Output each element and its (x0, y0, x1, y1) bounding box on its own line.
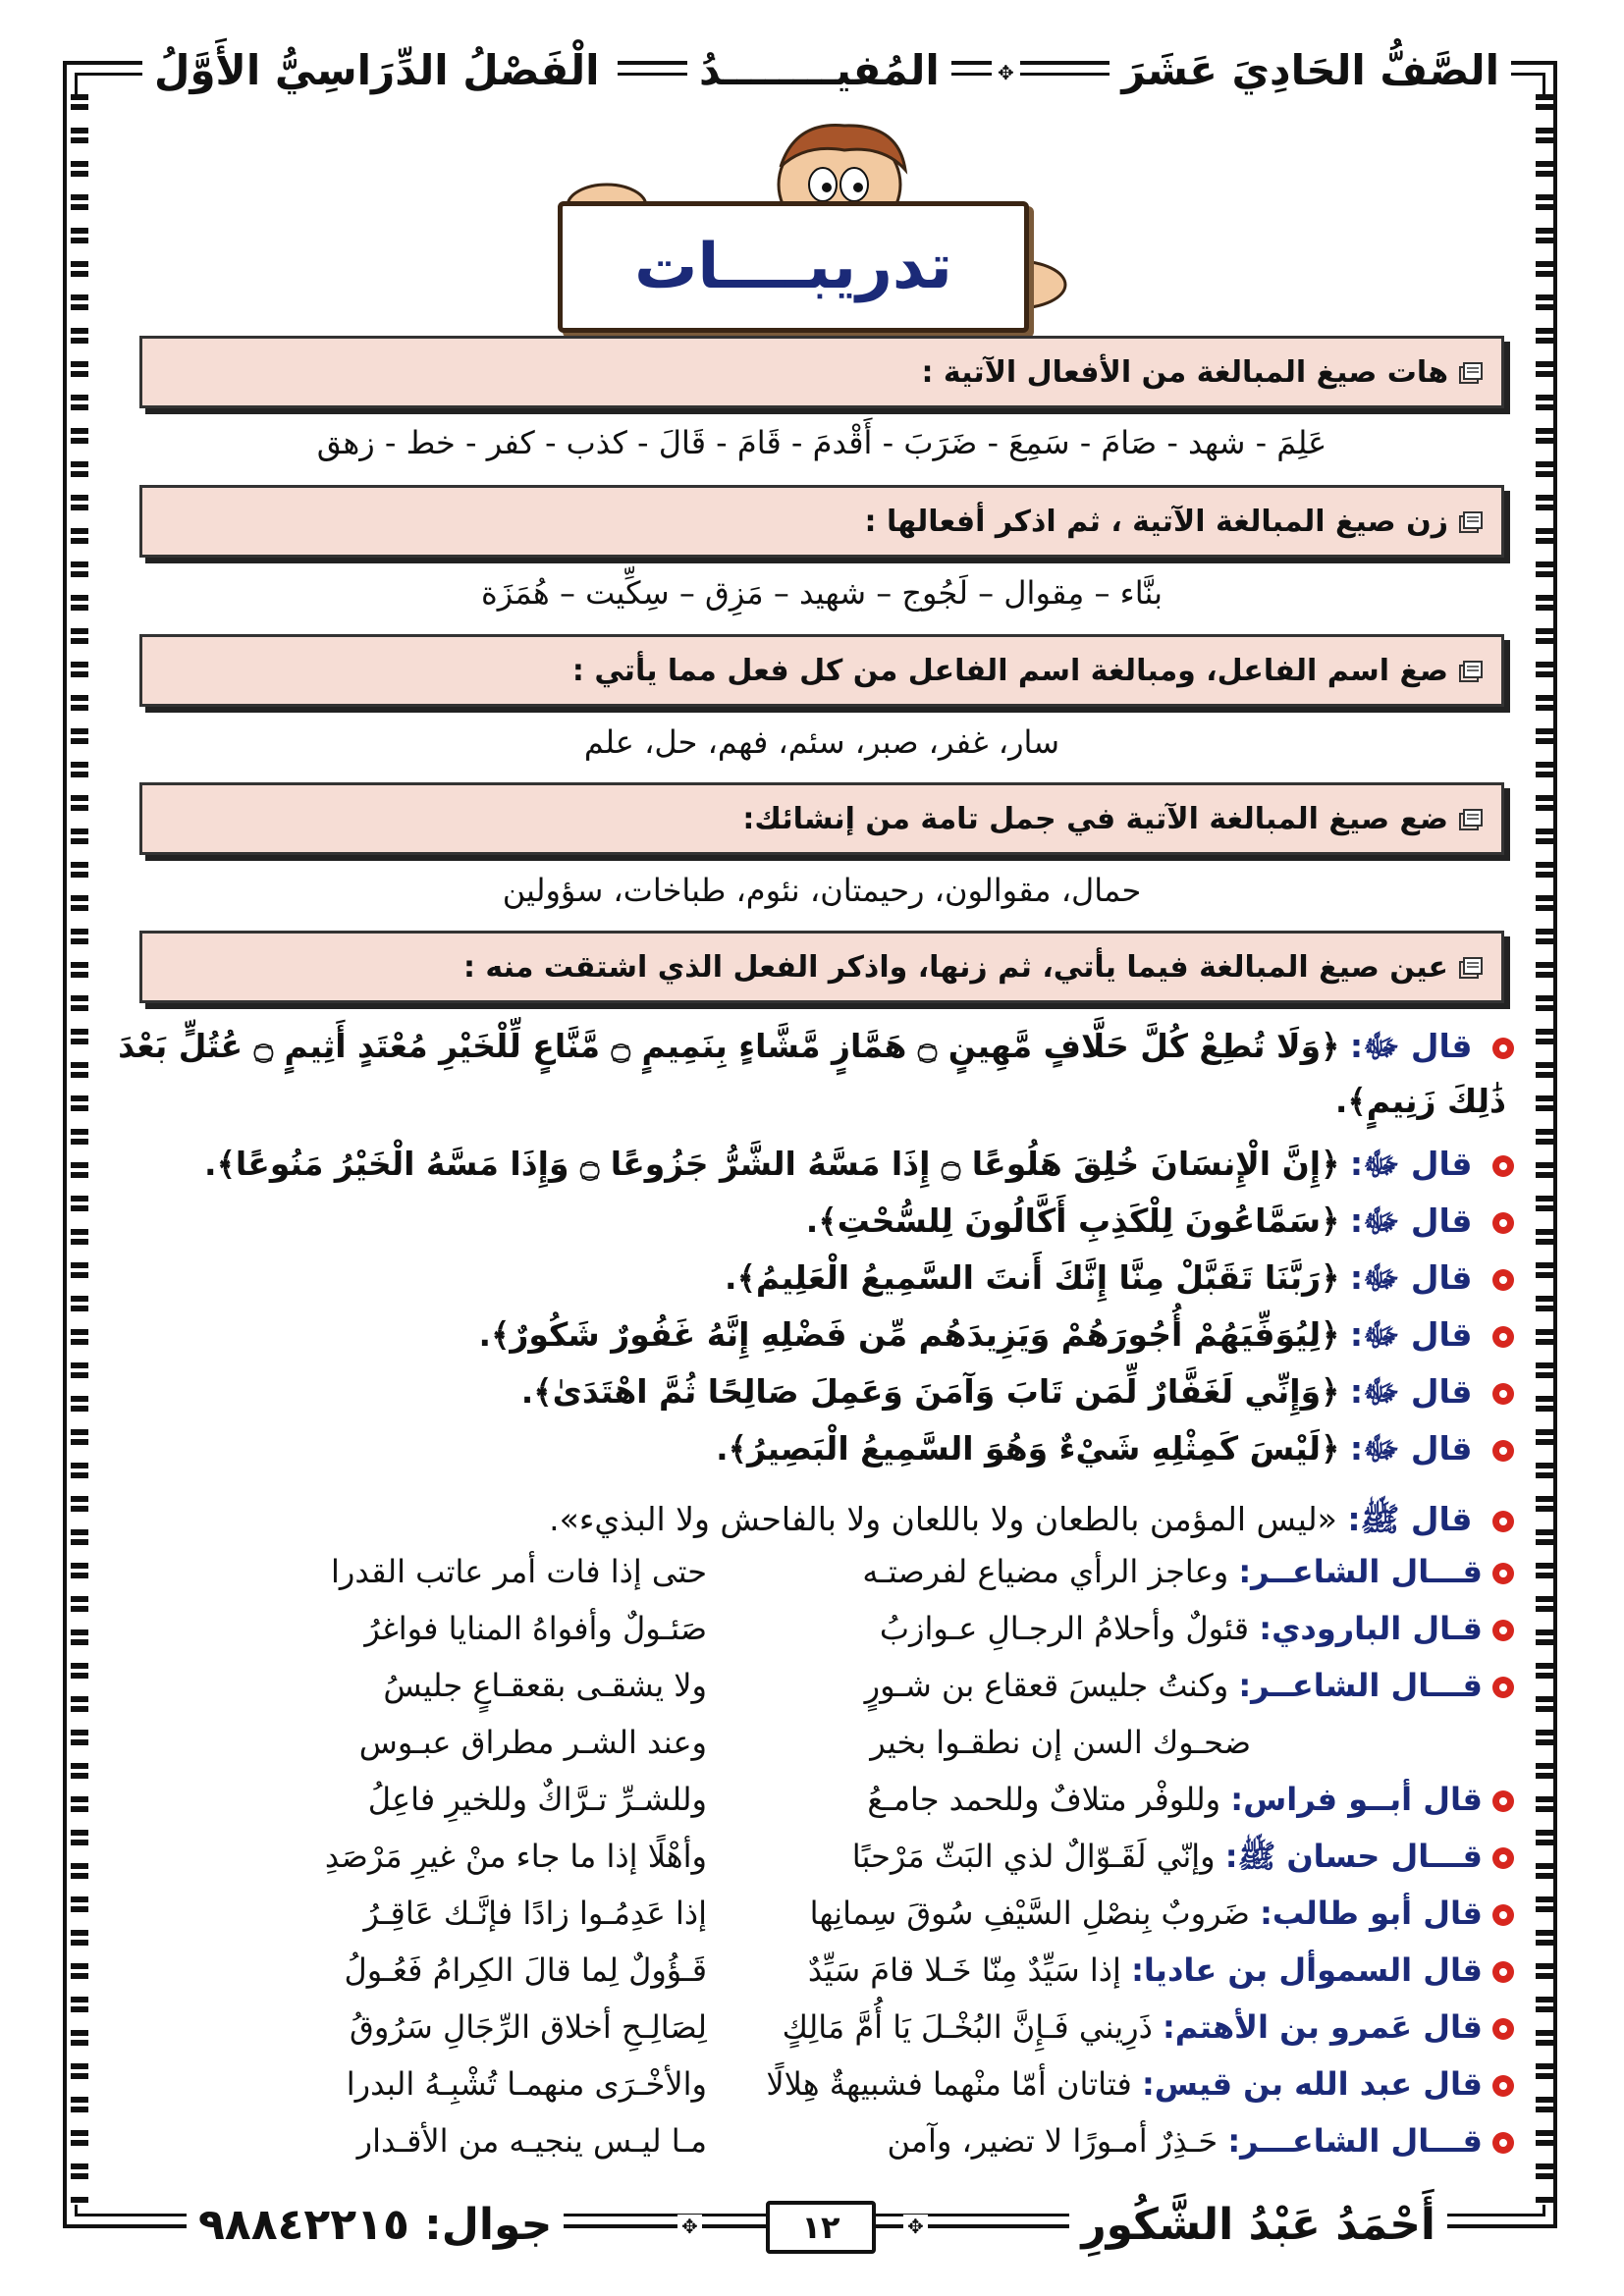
speaker-label: قال ﷻ: (1349, 1145, 1473, 1183)
verse-second-half: لِصَالِـحِ أخلاق الرِّجَالِ سَرُوقُ (350, 2008, 707, 2046)
semester-title: الْفَصْلُ الدِّرَاسِيُّ الأَوَّلُ (142, 39, 612, 102)
speaker-label: قال ﷺ: (1347, 1500, 1473, 1538)
exercise-label: صغ اسم الفاعل، ومبالغة اسم الفاعل من كل فعل مما يأتي : (571, 653, 1448, 688)
flower-bullet-icon (1490, 1675, 1516, 1700)
quran-line (108, 1076, 1506, 1127)
quran-text: ﴿وَلَا تُطِعْ كُلَّ حَلَّافٍ مَّهِينٍ ۝ هَمَّازٍ مَّشَّاءٍ بِنَمِيمٍ ۝ مَّنَّاعٍ لِّلْخَيْرِ مُعْتَدٍ أَثِيمٍ ۝ عُتُلٍّ بَعْدَ (118, 1027, 1340, 1065)
exercise-box-1 (139, 336, 1504, 408)
poem-line (108, 1553, 1516, 1606)
exercise-box-4 (139, 782, 1504, 855)
verse-first-half: وللوفْر متلافٌ وللحمد جامـعُ (867, 1781, 1221, 1818)
book-stack-icon (1458, 359, 1484, 385)
speaker-label: قـــال الشاعــر: (1238, 1667, 1483, 1704)
book-stack-icon (1458, 508, 1484, 534)
exercise-content: سار، غفر، صبر، سئم، فهم، حل، علم (583, 723, 1060, 761)
verse-first-half: وإنّي لَقَـوّالٌ لذي البَثّ مَرْحبًا (851, 1838, 1216, 1875)
poem-line (108, 1838, 1516, 1891)
exercise-label: ضع صيغ المبالغة الآتية في جمل تامة من إنشائك: (742, 801, 1448, 836)
poem-line (108, 1781, 1516, 1834)
quran-text: ﴿وَإِنِّي لَغَفَّارٌ لِّمَن تَابَ وَآمَنَ وَعَمِلَ صَالِحًا ثُمَّ اهْتَدَىٰ﴾. (520, 1372, 1340, 1411)
quran-line (108, 1309, 1516, 1361)
speaker-label: قـــال الشاعـــر: (1227, 2122, 1483, 2160)
verse-first-half: ضحـوك السن إن نطقـوا بخير (870, 1724, 1251, 1761)
speaker-label: قال ﷻ: (1349, 1027, 1473, 1065)
exercise-label: عين صيغ المبالغة فيما يأتي، ثم زنها، واذكر الفعل الذي اشتقت منه : (462, 949, 1448, 985)
hadith-text: «ليس المؤمن بالطعان ولا باللعان ولا بالفاحش ولا البذيء». (549, 1500, 1337, 1538)
quran-text: ذَٰلِكَ زَنِيمٍ﴾. (1334, 1082, 1506, 1120)
verse-first-half: ضَروبٌ بِنصْلِ السَّيْفِ سُوقَ سِمانِها (809, 1895, 1250, 1932)
exercise-label: هات صيغ المبالغة من الأفعال الآتية : (921, 354, 1448, 390)
poem-line (108, 2008, 1516, 2061)
flower-bullet-icon (1490, 2016, 1516, 2042)
flower-bullet-icon (1490, 1036, 1516, 1061)
speaker-label: قال السموأل بن عاديا: (1131, 1951, 1483, 1989)
quran-text: ﴿رَبَّنَا تَقَبَّلْ مِنَّا إِنَّكَ أَنتَ السَّمِيعُ الْعَلِيمُ﴾. (725, 1258, 1340, 1297)
poem-line (108, 1724, 1516, 1777)
speaker-label: قال ﷻ: (1349, 1372, 1473, 1411)
speaker-label: قال أبــو فراس: (1230, 1781, 1483, 1818)
flower-bullet-icon (1490, 2130, 1516, 2156)
verse-second-half: وعند الشـر مطراق عبـوس (358, 1724, 707, 1761)
exercise-box-3 (139, 634, 1504, 707)
verse-second-half: وأهْلًا إذا ما جاء منْ غيرِ مَرْصَدِ (324, 1838, 707, 1875)
poem-line (108, 1667, 1516, 1720)
speaker-label: قال عَمرو بن الأهتم: (1162, 2008, 1483, 2046)
speaker-label: قـال البارودي: (1259, 1610, 1483, 1647)
verse-second-half: وللشـرِّ تـرَّاكٌ وللخيرِ فاعِلُ (367, 1781, 707, 1818)
speaker-label: قال ﷻ: (1349, 1201, 1473, 1240)
grade-title: الصَّفُّ الحَادِيَ عَشَرَ (1110, 39, 1511, 102)
footer-ornament-icon: ✥ (903, 2215, 928, 2238)
flower-bullet-icon (1490, 1267, 1516, 1293)
book-stack-icon (1458, 954, 1484, 980)
verse-second-half: صَئـولٌ وأفواهُ المنايا فواغرُ (364, 1610, 707, 1647)
flower-bullet-icon (1490, 1845, 1516, 1871)
page-title: تدريبــــات (634, 231, 952, 303)
flower-bullet-icon (1490, 1438, 1516, 1464)
header-ornament-icon: ✥ (992, 61, 1020, 84)
exercise-content: بنَّاء – مِقوال – لَجُوج – شهيد – مَزِق – سِكِّيت – هُمَزَة (480, 574, 1163, 612)
book-stack-icon (1458, 658, 1484, 683)
hadith-line (108, 1494, 1516, 1545)
flower-bullet-icon (1490, 2073, 1516, 2099)
verse-second-half: إذا عَدِمُـوا زادًا فإنَّـك عَاقِـرُ (363, 1895, 707, 1932)
speaker-label: قـــال الشاعــر: (1238, 1553, 1483, 1590)
flower-bullet-icon (1490, 1381, 1516, 1407)
poem-line (108, 2122, 1516, 2175)
verse-second-half: حتى إذا فات أمر عاتب القدرا (331, 1553, 707, 1590)
exercise-content: عَلِمَ - شهد - صَامَ - سَمِعَ - ضَرَبَ - أَقْدمَ - قَامَ - قَالَ - كذب - كفر - خط - زهق (316, 424, 1327, 461)
exercise-box-2 (139, 485, 1504, 558)
poem-line (108, 1951, 1516, 2004)
phone-number: جوال: ٩٨٨٤٢٢١٥ (187, 2191, 564, 2260)
title-sign (558, 201, 1029, 333)
flower-bullet-icon (1490, 1509, 1516, 1534)
page-header (0, 39, 1624, 102)
quran-text: ﴿سَمَّاعُونَ لِلْكَذِبِ أَكَّالُونَ لِلسُّحْتِ﴾. (805, 1201, 1340, 1240)
page-number: ١٢ (766, 2201, 876, 2254)
quran-text: ﴿لَيْسَ كَمِثْلِهِ شَيْءٌ وَهُوَ السَّمِيعُ الْبَصِيرُ﴾. (716, 1429, 1340, 1468)
footer-ornament-icon: ✥ (677, 2215, 702, 2238)
poem-line (108, 1610, 1516, 1663)
flower-bullet-icon (1490, 1789, 1516, 1814)
quran-line (108, 1139, 1516, 1190)
page-footer (0, 2191, 1624, 2260)
verse-first-half: حَـذِرٌ أمـورًا لا تضير، وآمن (887, 2122, 1218, 2160)
speaker-label: قال ﷻ: (1349, 1315, 1473, 1354)
verse-second-half: مـا ليـس ينجيـه من الأقـدار (356, 2122, 707, 2160)
book-title: المُفيــــــــدُ (687, 39, 951, 102)
quran-line (108, 1366, 1516, 1417)
quran-line (108, 1423, 1516, 1474)
verse-first-half: وعاجز الرأي مضياع لفرصتـه (862, 1553, 1229, 1590)
exercise-box-5 (139, 931, 1504, 1003)
verse-first-half: إذا سَيِّدٌ مِنّا خَـلا قامَ سَيِّدٌ (807, 1951, 1121, 1989)
border-ornament-right (1536, 94, 1553, 2205)
border-ornament-left (71, 94, 88, 2205)
verse-second-half: والأخْـرَى منهمـا تُشْبِـهُ البدرا (346, 2065, 707, 2103)
flower-bullet-icon (1490, 1959, 1516, 1985)
poem-line (108, 1895, 1516, 1948)
quran-line (108, 1196, 1516, 1247)
speaker-label: قال عبد الله بن قيس: (1141, 2065, 1483, 2103)
verse-second-half: ولا يشقـى بقعقـاعٍ جليسُ (383, 1667, 707, 1704)
verse-second-half: قَـؤُولٌ لِما قالَ الكِرامُ فَعُـولُ (344, 1951, 707, 1989)
poem-line (108, 2065, 1516, 2118)
exercise-content: حمال، مقوالون، رحيمتان، نئوم، طباخات، سؤولين (502, 872, 1142, 909)
flower-bullet-icon (1490, 1153, 1516, 1179)
quran-line (108, 1021, 1516, 1072)
verse-first-half: قئولٌ وأحلامُ الرجـالِ عـوازبُ (879, 1610, 1250, 1647)
verse-first-half: فتاتان أمّا منْهما فشبيهةٌ هِلالًا (766, 2065, 1132, 2103)
quran-text: ﴿إِنَّ الْإِنسَانَ خُلِقَ هَلُوعًا ۝ إِذَا مَسَّهُ الشَّرُّ جَزُوعًا ۝ وَإِذَا مَسَّهُ الْخَيْرُ مَنُوعًا﴾. (204, 1145, 1340, 1183)
flower-bullet-icon (1490, 1210, 1516, 1236)
speaker-label: قال ﷻ: (1349, 1258, 1473, 1297)
verse-first-half: ذَرِيني فَـإِنَّ البُخْـلَ يَا أُمَّ مَالِكٍ (782, 2008, 1153, 2046)
flower-bullet-icon (1490, 1324, 1516, 1350)
flower-bullet-icon (1490, 1561, 1516, 1586)
exercise-label: زن صيغ المبالغة الآتية ، ثم اذكر أفعالها : (864, 504, 1448, 539)
verse-first-half: وكنتُ جليسَ قعقاع بن شـورٍ (864, 1667, 1229, 1704)
flower-bullet-icon (1490, 1618, 1516, 1643)
book-stack-icon (1458, 806, 1484, 831)
quran-text: ﴿لِيُوَفِّيَهُمْ أُجُورَهُمْ وَيَزِيدَهُم مِّن فَضْلِهِ إِنَّهُ غَفُورٌ شَكُورٌ﴾. (478, 1315, 1340, 1354)
quran-line (108, 1253, 1516, 1304)
author-name: أَحْمَدُ عَبْدُ الشَّكُورِ (1069, 2191, 1447, 2260)
speaker-label: قال ﷻ: (1349, 1429, 1473, 1468)
speaker-label: قـــال حسان ﷺ: (1224, 1838, 1483, 1875)
flower-bullet-icon (1490, 1902, 1516, 1928)
speaker-label: قال أبو طالب: (1260, 1895, 1483, 1932)
